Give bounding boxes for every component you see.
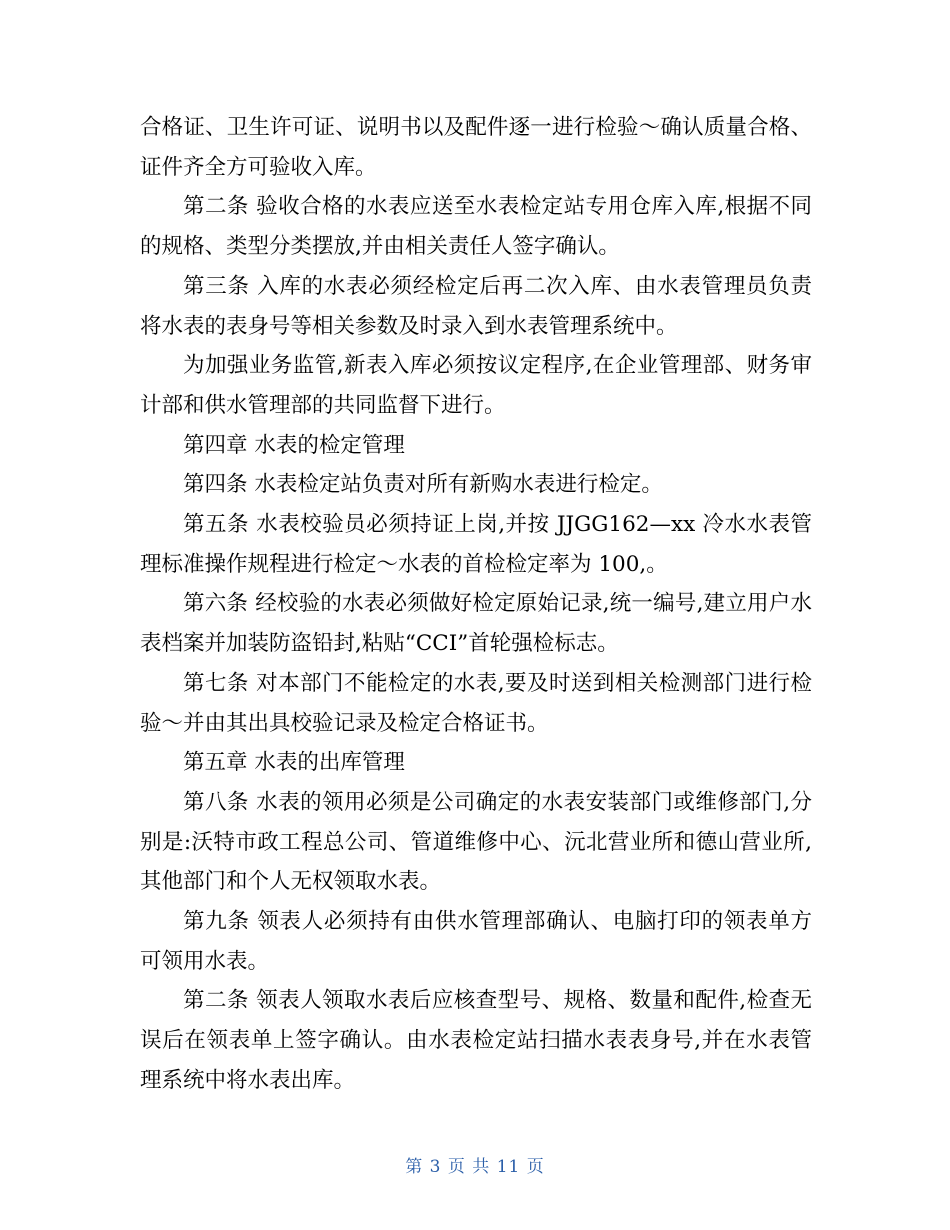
paragraph-1: 合格证、卫生许可证、说明书以及配件逐一进行检验～确认质量合格、证件齐全方可验收入库。 (140, 115, 812, 180)
paragraph-8: 第六条 经校验的水表必须做好检定原始记录,统一编号,建立用户水表档案并加装防盗铅封,粘贴“CCI”首轮强检标志。 (140, 591, 812, 657)
paragraph-7: 第五条 水表校验员必须持证上岗,并按 JJGG162—xx 冷水水表管理标准操作规程进行检定～水表的首检检定率为 100,。 (140, 512, 812, 577)
paragraph-9: 第七条 对本部门不能检定的水表,要及时送到相关检测部门进行检验～并由其出具校验记录及检定合格证书。 (140, 670, 812, 736)
paragraph-12: 第九条 领表人必须持有由供水管理部确认、电脑打印的领表单方可领用水表。 (140, 909, 812, 974)
paragraph-13: 第二条 领表人领取水表后应核查型号、规格、数量和配件,检查无误后在领表单上签字确认。由水表检定站扫描水表表身号,并在水表管理系统中将水表出库。 (140, 988, 812, 1093)
document-body (140, 108, 812, 1101)
paragraph-3: 第三条 入库的水表必须经检定后再二次入库、由水表管理员负责将水表的表身号等相关参数及时录入到水表管理系统中。 (140, 273, 812, 339)
paragraph-6: 第四条 水表检定站负责对所有新购水表进行检定。 (183, 472, 663, 498)
chapter-heading-5: 第五章 水表的出库管理 (183, 750, 405, 776)
paragraph-2: 第二条 验收合格的水表应送至水表检定站专用仓库入库,根据不同的规格、类型分类摆放,并由相关责任人签字确认。 (140, 194, 812, 260)
page-number-footer: 第 3 页 共 11 页 (405, 1157, 545, 1177)
paragraph-4: 为加强业务监管,新表入库必须按议定程序,在企业管理部、财务审计部和供水管理部的共同监督下进行。 (140, 353, 812, 418)
paragraph-11: 第八条 水表的领用必须是公司确定的水表安装部门或维修部门,分别是:沃特市政工程总公司、管道维修中心、沅北营业所和德山营业所,其他部门和个人无权领取水表。 (140, 789, 812, 895)
chapter-heading-4: 第四章 水表的检定管理 (183, 432, 405, 458)
